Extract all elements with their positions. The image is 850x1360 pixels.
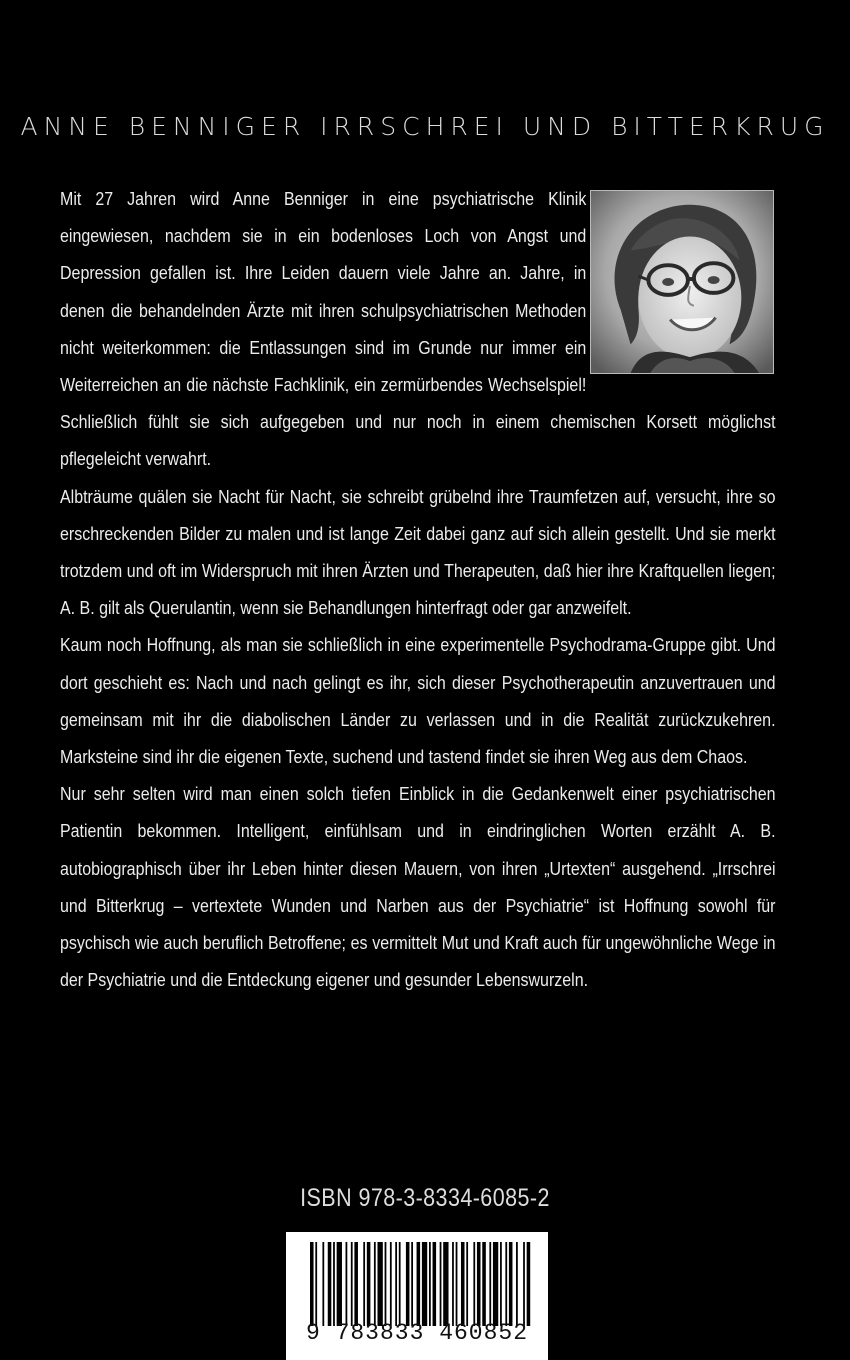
barcode-bar xyxy=(452,1242,454,1326)
barcode-bar xyxy=(351,1242,353,1326)
barcode-bar xyxy=(516,1242,518,1326)
barcode-bar xyxy=(328,1242,332,1326)
barcode-bar xyxy=(377,1242,382,1326)
barcode-bar xyxy=(337,1242,342,1326)
barcode-bar xyxy=(363,1242,365,1326)
barcode-bar xyxy=(509,1242,513,1326)
isbn-label: ISBN 978-3-8334-6085-2 xyxy=(300,1184,550,1212)
barcode-icon xyxy=(310,1242,532,1326)
barcode-bar xyxy=(422,1242,427,1326)
barcode-bar xyxy=(482,1242,486,1326)
barcode-bar xyxy=(310,1242,314,1326)
barcode-bar xyxy=(417,1242,421,1326)
barcode-bar xyxy=(433,1242,437,1326)
blurb-paragraph-3: Kaum noch Hoffnung, als man sie schließlich in eine experimentelle Psychodrama-Gruppe gibt. Und dort geschieht es: Nach und nach gelingt es ihr, sich dieser Psychotherapeutin anzuvertrauen und gemeinsam mit ihr die diabolischen Länder zu verlassen und in die Realität zurückzukehren. Marksteine sind ihr die eigenen Texte, suchend und tastend findet sie ihren Weg aus dem Chaos. xyxy=(60,634,776,768)
blurb-paragraph-2: Albträume quälen sie Nacht für Nacht, sie schreibt grübelnd ihre Traumfetzen auf, versucht, ihre so erschreckenden Bilder zu malen und ist lange Zeit dabei ganz auf sich allein gestellt. Und sie merkt trotzdem und oft im Widerspruch mit ihren Ärzten und Therapeuten, daß hier ihre Kraftquellen liegen; A. B. gilt als Querulantin, wenn sie Behandlungen hinterfragt oder gar anzweifelt. xyxy=(60,485,776,619)
barcode-bar xyxy=(456,1242,458,1326)
barcode-bar xyxy=(429,1242,431,1326)
barcode-bar xyxy=(346,1242,348,1326)
barcode-bar xyxy=(374,1242,376,1326)
barcode-bar xyxy=(333,1242,335,1326)
barcode-bar xyxy=(354,1242,358,1326)
barcode-bar xyxy=(523,1242,525,1326)
book-title: ANNE BENNIGER IRRSCHREI UND BITTERKRUG xyxy=(20,112,830,141)
barcode-digits: 9 783833 460852 xyxy=(305,1320,529,1346)
barcode-bar xyxy=(385,1242,387,1326)
barcode-bar xyxy=(505,1242,507,1326)
barcode-bar xyxy=(489,1242,491,1326)
barcode-bar xyxy=(406,1242,410,1326)
barcode-bar xyxy=(399,1242,401,1326)
barcode-bar xyxy=(395,1242,397,1326)
barcode-bar xyxy=(443,1242,448,1326)
barcode-bar xyxy=(411,1242,413,1326)
blurb-text xyxy=(60,180,776,998)
barcode-bar xyxy=(527,1242,531,1326)
barcode-bar xyxy=(390,1242,392,1326)
barcode-bar xyxy=(315,1242,317,1326)
barcode xyxy=(286,1232,548,1360)
barcode-bar xyxy=(466,1242,468,1326)
blurb-paragraph-4: Nur sehr selten wird man einen solch tiefen Einblick in die Gedankenwelt einer psychiatrischen Patientin bekommen. Intelligent, einfühlsam und in eindringlichen Worten erzählt A. B. autobiographisch über ihr Leben hinter diesen Mauern, von ihren „Urtexten“ ausgehend. „Irrschrei und Bitterkrug – vertextete Wunden und Narben aus der Psychiatrie“ ist Hoffnung sowohl für psychisch wie auch beruflich Betroffene; es vermittelt Mut und Kraft auch für ungewöhnliche Wege in der Psychiatrie und die Entdeckung eigener und gesunder Lebenswurzeln. xyxy=(60,783,776,991)
barcode-bar xyxy=(500,1242,502,1326)
photo-spacer xyxy=(586,180,775,385)
barcode-bar xyxy=(493,1242,498,1326)
barcode-bar xyxy=(473,1242,475,1326)
blurb-paragraph-1: Mit 27 Jahren wird Anne Benniger in eine psychiatrische Klinik eingewiesen, nachdem sie in ein bodenloses Loch von Angst und Depression gefallen ist. Ihre Leiden dauern viele Jahre an. Jahre, in denen die behandelnden Ärzte mit ihren schulpsychiatrischen Methoden nicht weiterkommen: die Entlassungen sind im Grunde nur immer ein Weiterreichen an die nächste Fachklinik, ein zermürbendes Wechselspiel! Schließlich fühlt sie sich aufgegeben und nur noch in einem chemischen Korsett möglichst pflegeleicht verwahrt. xyxy=(60,188,776,470)
barcode-bar xyxy=(461,1242,465,1326)
barcode-bar xyxy=(440,1242,442,1326)
barcode-bar xyxy=(322,1242,324,1326)
barcode-bar xyxy=(367,1242,371,1326)
barcode-bar xyxy=(477,1242,481,1326)
